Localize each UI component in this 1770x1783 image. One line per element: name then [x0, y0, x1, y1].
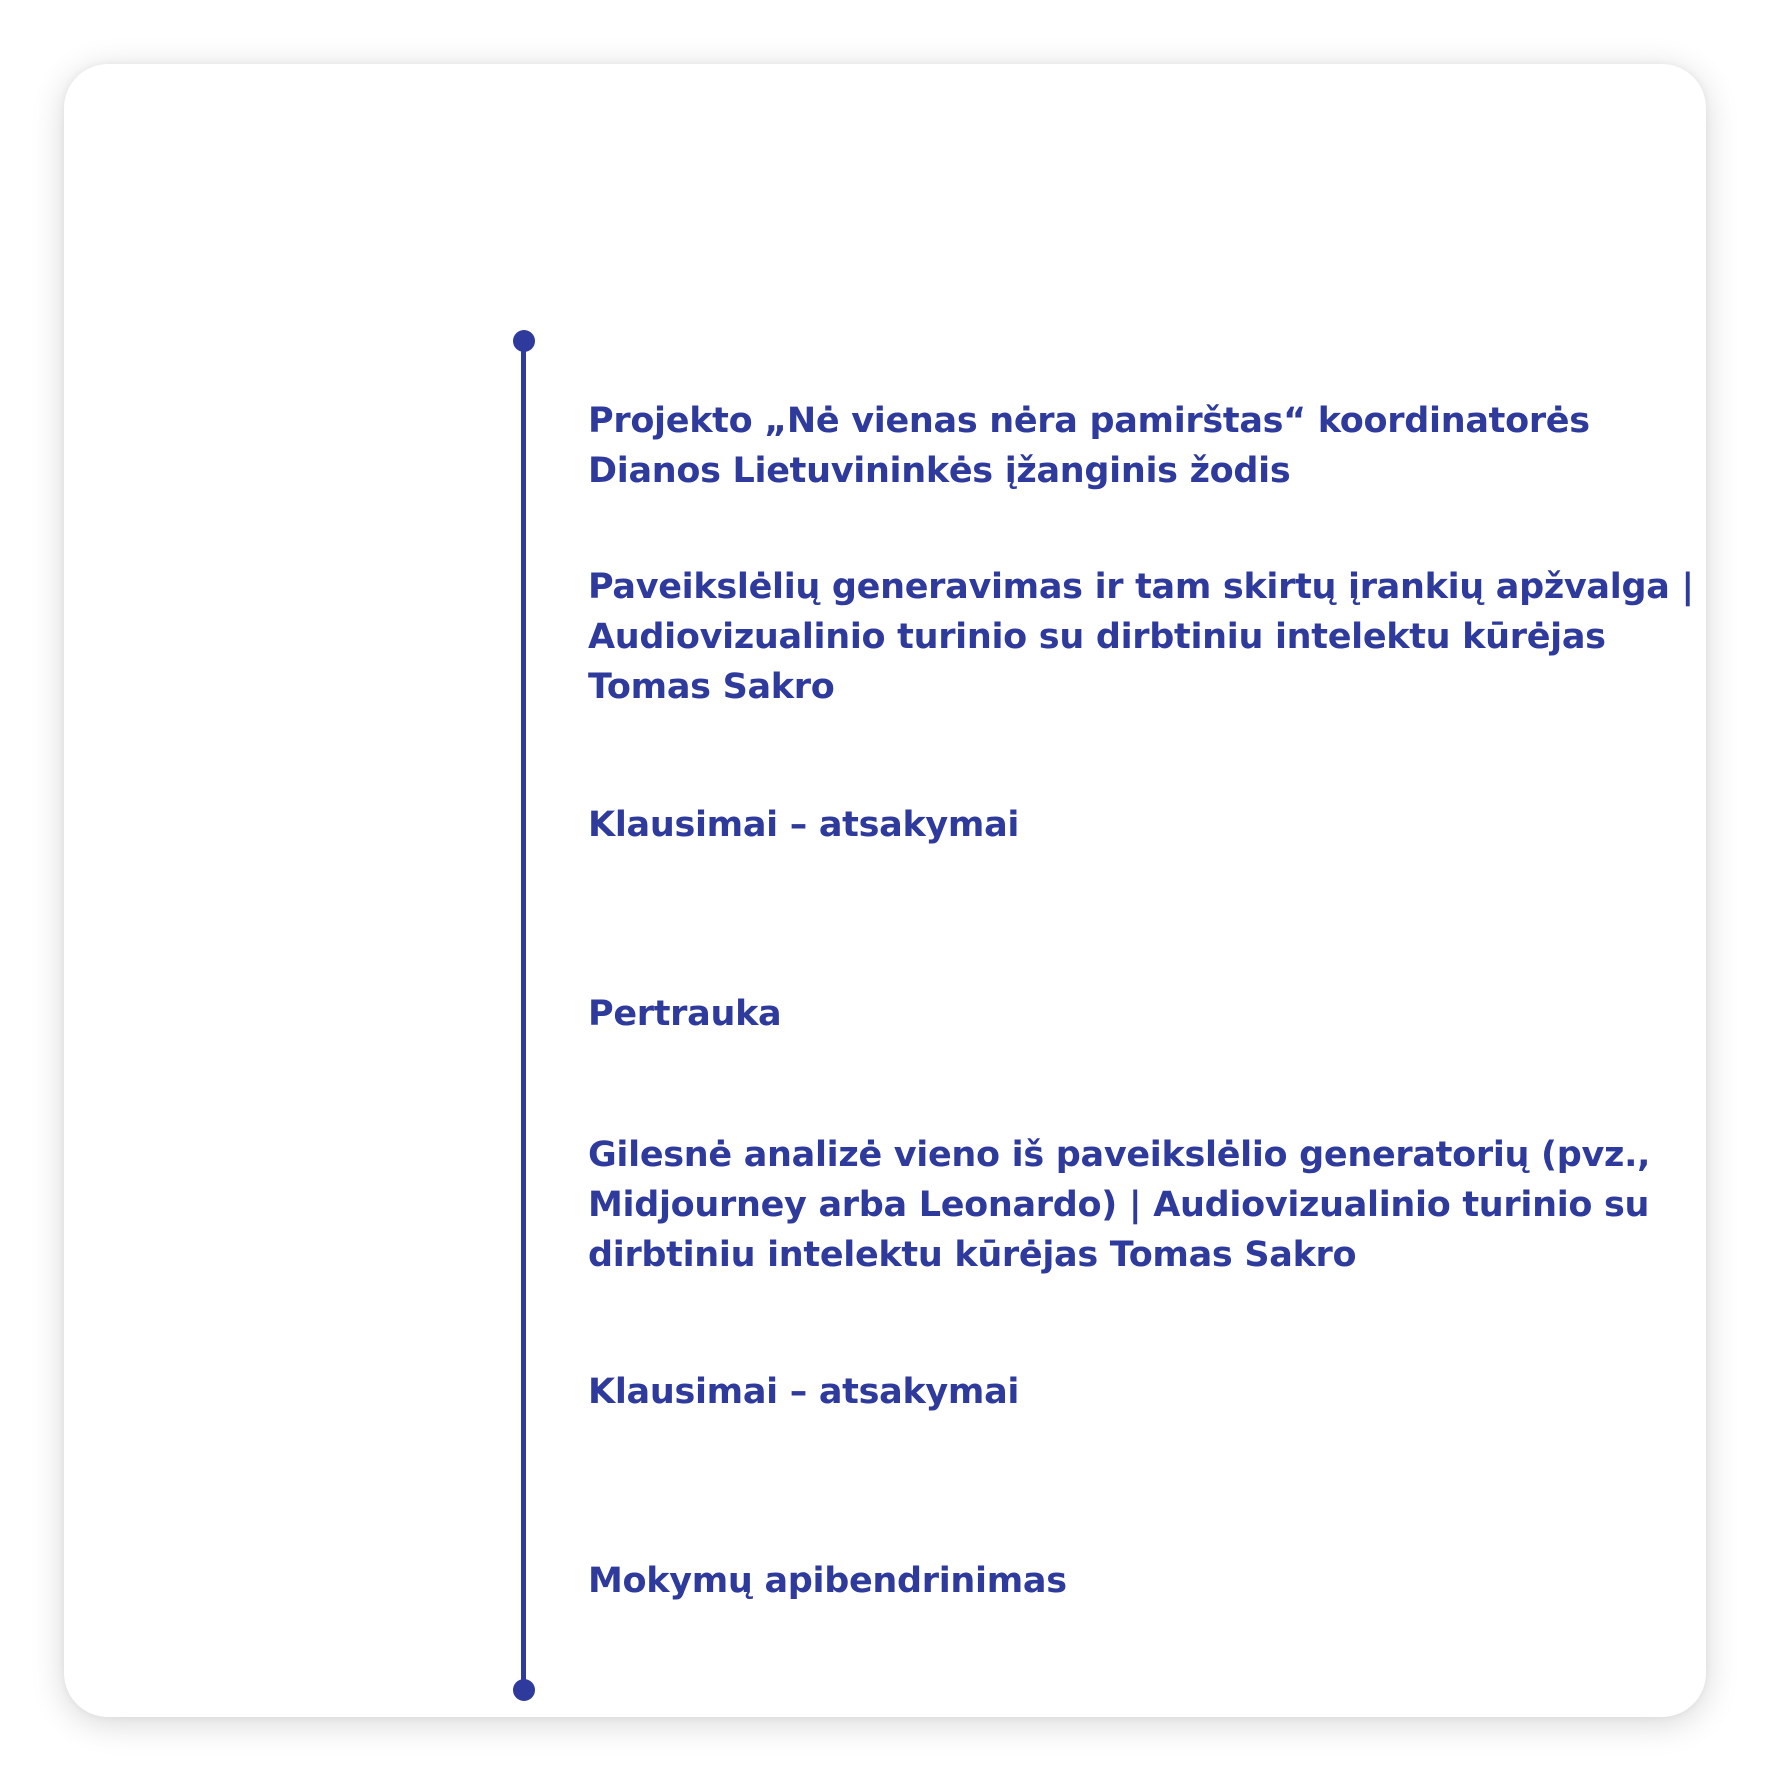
agenda-item-opening-remarks: Projekto „Nė vienas nėra pamirštas“ koordinatorės Dianos Lietuvininkės įžanginis žodis [588, 401, 1590, 491]
agenda-item-generator-deep-dive: Gilesnė analizė vieno iš paveikslėlio generatorių (pvz., Midjourney arba Leonardo) | Audiovizualinio turinio su dirbtiniu intelektu kūrėjas Tomas Sakro [588, 1135, 1651, 1275]
timeline-end-dot [513, 1679, 535, 1701]
agenda-item-break: Pertrauka [588, 994, 782, 1034]
timeline-start-dot [513, 330, 535, 352]
agenda-card [64, 64, 1706, 1717]
timeline-line [521, 341, 526, 1690]
agenda-item-image-generation-overview: Paveikslėlių generavimas ir tam skirtų įrankių apžvalga | Audiovizualinio turinio su dirbtiniu intelektu kūrėjas Tomas Sakro [588, 567, 1694, 707]
agenda-item-questions-answers-2: Klausimai – atsakymai [588, 1372, 1020, 1412]
agenda-item-questions-answers: Klausimai – atsakymai [588, 805, 1020, 845]
agenda-item-training-summary: Mokymų apibendrinimas [588, 1561, 1067, 1601]
